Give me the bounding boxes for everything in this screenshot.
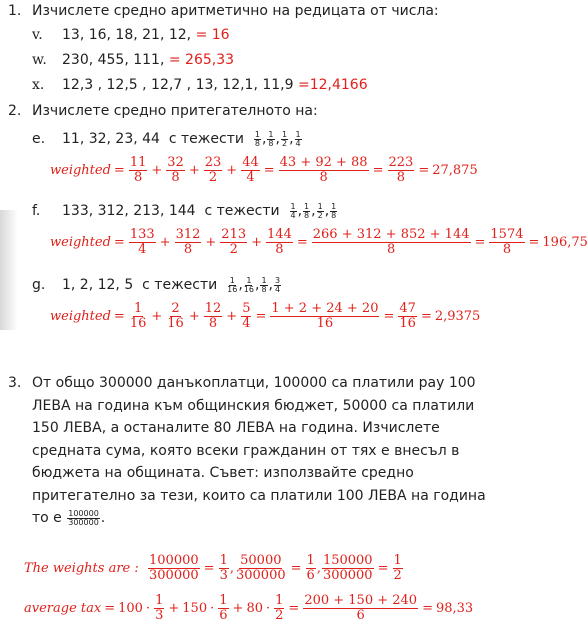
fraction: 1 16 bbox=[227, 275, 238, 294]
q3-hint-fraction: 100000 300000 bbox=[68, 508, 99, 527]
fraction: $\frac{2}{16}$ bbox=[167, 301, 184, 331]
fraction: 1 8 bbox=[331, 201, 337, 220]
q1-number: 1. bbox=[8, 3, 22, 19]
fraction: $\frac{100000}{300000}$ bbox=[149, 553, 199, 583]
q1-item-values: 13, 16, 18, 21, 12, = 16 bbox=[62, 27, 230, 43]
weighted-label: weighted bbox=[50, 163, 111, 178]
q1-item-answer: = 265,33 bbox=[164, 52, 235, 68]
q1-item-label: v. bbox=[32, 27, 43, 43]
fraction: $\frac{1}{3}$ bbox=[219, 553, 228, 583]
fraction: $\frac{312}{8}$ bbox=[175, 227, 201, 257]
q2-item-header: 11, 32, 23, 44 с тежести 1 8 , 1 8 , 1 2 , 1 4 bbox=[62, 129, 301, 148]
q2-equation: weighted = $\frac{133}{4}$ + $\frac{312}{8}$ + $\frac{213}{2}$ + $\frac{144}{8}$ = $\frac{266 + 312 + 852 + 144}{8}$ = $\frac{1574}{8}$ = 196,75 bbox=[50, 227, 588, 257]
q2-text: Изчислете средно притегателното на: bbox=[32, 103, 318, 119]
fraction: $\frac{266 + 312 + 852 + 144}{8}$ bbox=[312, 227, 470, 257]
weighted-label: weighted bbox=[50, 235, 111, 250]
q3-number: 3. bbox=[8, 375, 22, 391]
fraction: 1 8 bbox=[304, 201, 310, 220]
comma: , bbox=[324, 203, 330, 219]
fraction: $\frac{12}{8}$ bbox=[204, 301, 222, 331]
comma: , bbox=[275, 131, 280, 147]
q2-number: 2. bbox=[8, 103, 22, 119]
q3-paragraph: От общо 300000 данъкоплатци, 100000 са платили рау 100 ЛЕВА на година към общинския бюджет, 50000 са платили 150 ЛЕВА, а останалите 80 ЛЕВА на година. Изчислете средната сума, която всеки гражданин от тях е внесъл в бюджета на общината. Съвет: използвайте средно притегателно за тези, които са платили 100 ЛЕВА на година то е 100000 300000 . bbox=[32, 375, 486, 527]
comma: , bbox=[254, 277, 260, 293]
weighted-label: weighted bbox=[50, 309, 111, 324]
fraction: $\frac{1574}{8}$ bbox=[490, 227, 524, 257]
fraction: 1 16 bbox=[243, 275, 254, 294]
q2-weights bbox=[253, 130, 303, 148]
fraction: $\frac{1}{2}$ bbox=[275, 593, 284, 623]
fraction: $\frac{32}{8}$ bbox=[167, 155, 184, 185]
q3-weights-equation: The weights are : $\frac{100000}{300000}$ = $\frac{1}{3}$ , $\frac{50000}{300000}$ = $\frac{1}{6}$ , $\frac{150000}{300000}$ = $\frac{1}{2}$ bbox=[24, 553, 402, 583]
result-value: 196,75 bbox=[542, 235, 588, 250]
q1-item-values: 12,3 , 12,5 , 12,7 , 13, 12,1, 11,9 =12,4166 bbox=[62, 77, 368, 93]
comma: , bbox=[261, 131, 267, 147]
fraction: $\frac{1 + 2 + 24 + 20}{16}$ bbox=[271, 301, 379, 331]
comma: , bbox=[311, 203, 316, 219]
q2-weights bbox=[289, 202, 339, 220]
q1-item-answer: =12,4166 bbox=[293, 77, 368, 93]
q2-weights bbox=[226, 276, 282, 294]
fraction: $\frac{223}{8}$ bbox=[388, 155, 414, 185]
q2-equation: weighted = $\frac{11}{8}$ + $\frac{32}{8}$ + $\frac{23}{2}$ + $\frac{44}{4}$ = $\frac{43 + 92 + 88}{8}$ = $\frac{223}{8}$ = 27,875 bbox=[50, 155, 478, 185]
fraction: 3 4 bbox=[274, 275, 281, 294]
fraction: $\frac{213}{2}$ bbox=[221, 227, 247, 257]
q2-item-label: f. bbox=[32, 203, 41, 219]
q1-text: Изчислете средно аритметично на редицата от числа: bbox=[32, 3, 439, 19]
q3-tax-equation: average tax = 100 · $\frac{1}{3}$ + 150 · $\frac{1}{6}$ + 80 · $\frac{1}{2}$ = $\frac{200 + 150 + 240}{6}$ = 98,33 bbox=[24, 593, 474, 623]
fraction: $\frac{1}{3}$ bbox=[155, 593, 164, 623]
fraction: 1 2 bbox=[317, 201, 323, 220]
fraction: $\frac{1}{2}$ bbox=[393, 553, 402, 583]
fraction: $\frac{23}{2}$ bbox=[204, 155, 222, 185]
q1-item-values: 230, 455, 111, = 265,33 bbox=[62, 52, 235, 68]
fraction: 1 2 bbox=[281, 129, 288, 148]
result-value: 2,9375 bbox=[434, 309, 481, 324]
fraction: $\frac{1}{6}$ bbox=[306, 553, 315, 583]
comma: , bbox=[297, 203, 303, 219]
q2-equation: weighted = $\frac{1}{16}$ + $\frac{2}{16}$ + $\frac{12}{8}$ + $\frac{5}{4}$ = $\frac{1 + 2 + 24 + 20}{16}$ = $\frac{47}{16}$ = 2,9375 bbox=[50, 301, 481, 331]
q1-item-answer: = 16 bbox=[191, 27, 230, 43]
q2-item-label: g. bbox=[32, 277, 46, 293]
comma: , bbox=[229, 561, 234, 576]
fraction: $\frac{43 + 92 + 88}{8}$ bbox=[279, 155, 368, 185]
result-value: 27,875 bbox=[432, 163, 478, 178]
q2-item-header: 133, 312, 213, 144 с тежести 1 4 , 1 8 , 1 2 , 1 8 bbox=[62, 201, 337, 220]
tax-result: 98,33 bbox=[435, 601, 474, 616]
fraction: 1 8 bbox=[268, 129, 274, 148]
fraction: $\frac{5}{4}$ bbox=[242, 301, 251, 331]
comma: , bbox=[316, 561, 321, 576]
q2-item-label: e. bbox=[32, 131, 46, 147]
fraction: 1 8 bbox=[254, 129, 260, 148]
q2-item-header: 1, 2, 12, 5 с тежести 1 16 , 1 16 , 1 8 , 3 4 bbox=[62, 275, 281, 294]
fraction: $\frac{50000}{300000}$ bbox=[235, 553, 286, 583]
fraction: $\frac{47}{16}$ bbox=[399, 301, 416, 331]
comma: , bbox=[268, 277, 273, 293]
fraction: $\frac{133}{4}$ bbox=[129, 227, 155, 257]
fraction: $\frac{144}{8}$ bbox=[267, 227, 292, 257]
fraction: 1 8 bbox=[261, 275, 267, 294]
weights-label: The weights are : bbox=[24, 561, 139, 576]
q1-item-label: w. bbox=[32, 52, 47, 68]
fraction: $\frac{1}{16}$ bbox=[129, 301, 147, 331]
fraction: $\frac{11}{8}$ bbox=[129, 155, 147, 185]
tax-label: average tax bbox=[24, 601, 102, 616]
tax-value: 80 bbox=[246, 601, 263, 616]
fraction: $\frac{200 + 150 + 240}{6}$ bbox=[304, 593, 418, 623]
fraction: 1 4 bbox=[290, 201, 296, 220]
page-edge-shadow bbox=[0, 210, 18, 330]
fraction: $\frac{1}{6}$ bbox=[219, 593, 228, 623]
fraction: 1 4 bbox=[295, 129, 301, 148]
q1-item-label: x. bbox=[32, 77, 45, 93]
comma: , bbox=[238, 277, 243, 293]
tax-value: 100 bbox=[118, 601, 143, 616]
comma: , bbox=[289, 131, 294, 147]
fraction: $\frac{44}{4}$ bbox=[242, 155, 259, 185]
tax-value: 150 bbox=[182, 601, 208, 616]
fraction: $\frac{150000}{300000}$ bbox=[322, 553, 373, 583]
